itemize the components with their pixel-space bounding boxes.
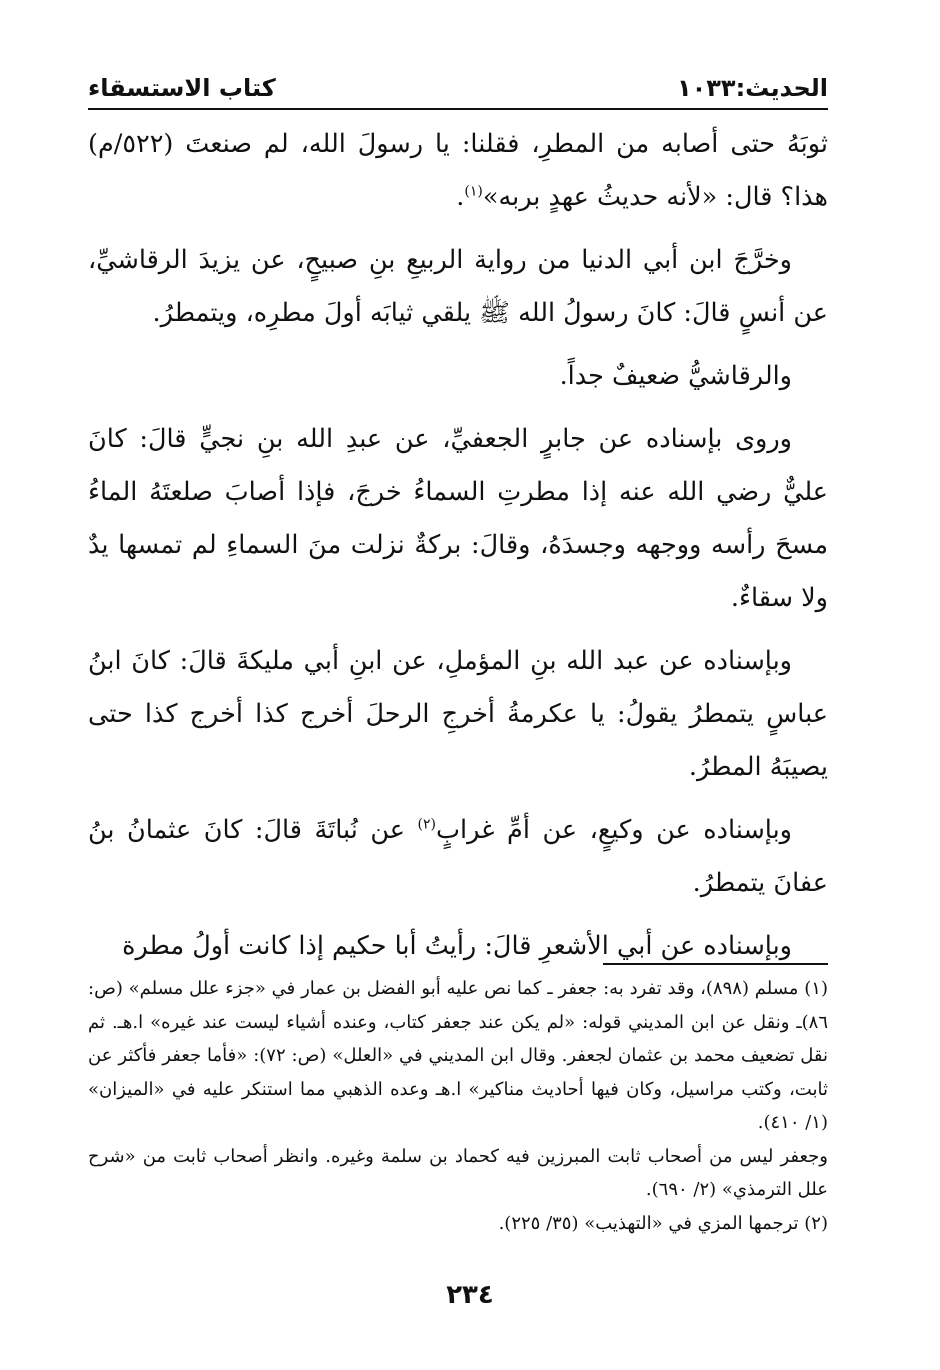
footnote: وجعفر ليس من أصحاب ثابت المبرزين فيه كحماد بن سلمة وغيره. وانظر أصحاب ثابت من «شرح علل الترمذي» (٢/ ٦٩٠). bbox=[88, 1145, 829, 1200]
main-text bbox=[88, 118, 828, 983]
paragraph: وخرَّجَ ابن أبي الدنيا من رواية الربيعِ بنِ صبيحٍ، عن يزيدَ الرقاشيِّ، عن أنسٍ قالَ: كانَ رسولُ الله ﷺ يلقي ثيابَه أولَ مطرِه، ويتمطرُ. bbox=[88, 245, 828, 328]
footnotes bbox=[88, 972, 828, 1240]
running-header bbox=[88, 62, 828, 102]
hadith-reference: الحديث:١٠٣٣ bbox=[676, 74, 828, 102]
footnote: (٢) ترجمها المزي في «التهذيب» (٣٥/ ٢٢٥). bbox=[498, 1212, 828, 1234]
paragraph: وروى بإسناده عن جابرٍ الجعفيِّ، عن عبدِ الله بنِ نجيٍّ قالَ: كانَ عليٌّ رضي الله عنه إذا مطرتِ السماءُ خرجَ، فإذا أصابَ صلعتَهُ الماءُ مسحَ رأسه ووجهه وجسدَهُ، وقالَ: بركةٌ نزلت منَ السماءِ لم تمسها يدٌ ولا سقاءٌ. bbox=[88, 424, 828, 613]
footnote-rule bbox=[603, 963, 828, 965]
footnote: (١) مسلم (٨٩٨)، وقد تفرد به: جعفر ـ كما نص عليه أبو الفضل بن عمار في «جزء علل مسلم» (ص: ٨٦)ـ ونقل عن ابن المديني قوله: «لم يكن عند جعفر كتاب، وعنده أشياء ليست عند غيره» ا.هـ. ثم نقل تضعيف محمد بن عثمان لجعفر. وقال ابن المديني في «العلل» (ص: ٧٢): «فأما جعفر فأكثر عن ثابت، وكتب مراسيل، وكان فيها أحاديث مناكير» ا.هـ وعده الذهبي مما استنكر عليه في «الميزان» (١/ ٤١٠). bbox=[88, 978, 828, 1133]
paragraph: ثوبَهُ حتى أصابه من المطرِ، فقلنا: يا رسولَ الله، لم صنعتَ (٥٢٢/م) هذا؟ قال: «لأنه حديثُ عهدٍ بربه»$^{(١)}$. bbox=[88, 129, 828, 212]
book-title: كتاب الاستسقاء bbox=[88, 74, 276, 102]
header-rule bbox=[88, 108, 828, 110]
paragraph: وبإسناده عن عبد الله بنِ المؤملِ، عن ابنِ أبي مليكةَ قالَ: كانَ ابنُ عباسٍ يتمطرُ يقولُ: يا عكرمةُ أخرجِ الرحلَ أخرج كذا أخرج كذا حتى يصيبَهُ المطرُ. bbox=[88, 646, 828, 782]
page-number: ٢٣٤ bbox=[446, 1280, 494, 1310]
footnote-marker: (٢) bbox=[417, 816, 437, 833]
footnote-marker: (١) bbox=[464, 183, 483, 200]
paragraph: والرقاشيُّ ضعيفٌ جداً. bbox=[559, 361, 792, 391]
paragraph: وبإسناده عن أبي الأشعرِ قالَ: رأيتُ أبا حكيم إذا كانت أولُ مطرة bbox=[122, 931, 792, 961]
paragraph: وبإسناده عن وكيعٍ، عن أمِّ غرابٍ$^{(٢)}$ عن نُباتَةَ قالَ: كانَ عثمانُ بنُ عفانَ يتمطرُ. bbox=[88, 815, 828, 898]
